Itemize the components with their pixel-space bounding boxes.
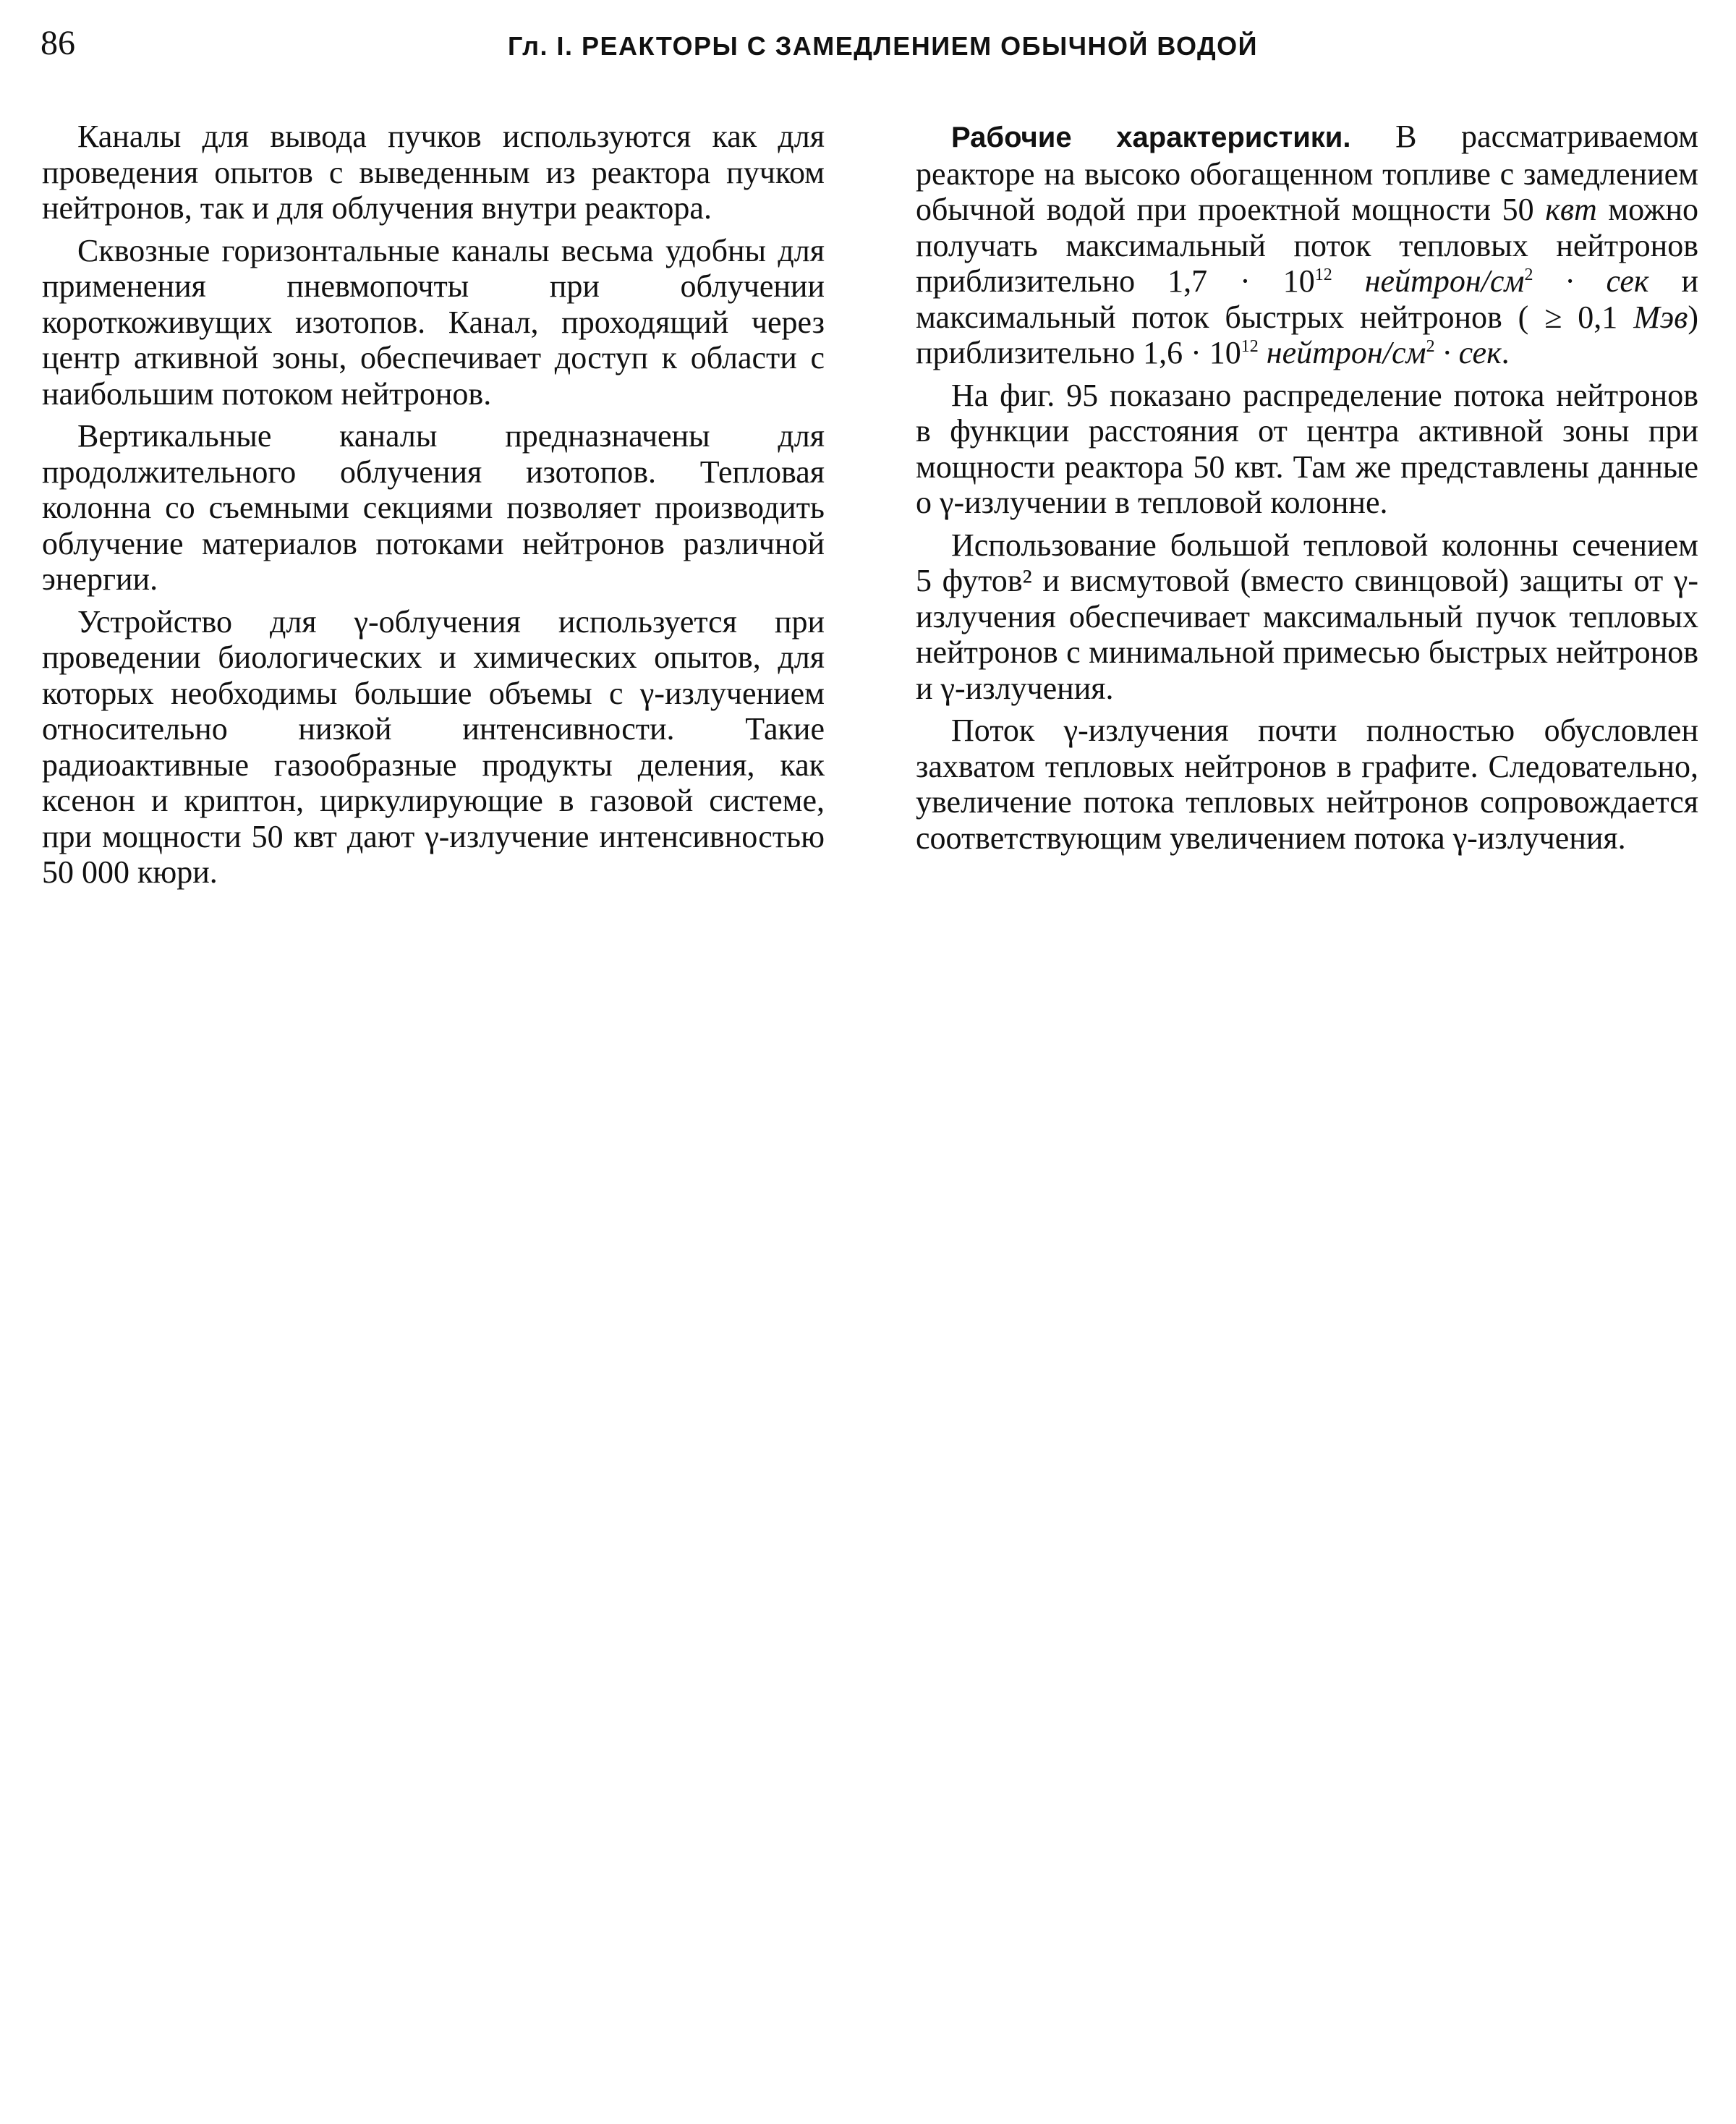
characteristics-text-1: В рассматриваемом реакторе на высоко обогащенном топливе с замедлением обычной водой при проектной мощности 50	[916, 119, 1698, 227]
page-number: 86	[41, 24, 75, 62]
characteristics-text-5: .	[1501, 335, 1510, 370]
unit-neutron-per-cm2-b: нейтрон/см	[1258, 335, 1426, 370]
exponent-12-a: 12	[1314, 266, 1332, 284]
left-paragraph-gamma-irradiation: Устройство для γ-облучения используется при проведении биологических и химических опытов, для которых необходимы большие объемы с γ-излучением относительно низкой интенсивности. Такие радиоактивные газообразные продукты деления, как ксенон и криптон, циркулирующие в газовой системе, при мощности 50 квт дают γ-излучение интенсивностью 50 000 кюри.	[42, 603, 825, 890]
unit-mev: Мэв	[1633, 299, 1688, 335]
characteristics-text-4: ) приблизительно 1,6 · 10	[916, 299, 1698, 370]
exponent-2-b: 2	[1426, 337, 1435, 356]
page-header	[41, 20, 1704, 72]
unit-kvt: квт	[1545, 192, 1597, 227]
exponent-2-a: 2	[1524, 266, 1533, 284]
exponent-12-b: 12	[1241, 337, 1259, 356]
left-paragraph-horizontal-channels: Сквозные горизонтальные каналы весьма удобны для применения пневмопочты при облучении короткоживущих изотопов. Канал, проходящий через центр аткивной зоны, обеспечивает доступ к области с наибольшим потоком нейтронов.	[42, 232, 825, 412]
unit-neutron-per-cm2-a: нейтрон/см	[1332, 263, 1525, 299]
running-title: Гл. I. РЕАКТОРЫ С ЗАМЕДЛЕНИЕМ ОБЫЧНОЙ ВОДОЙ	[508, 31, 1259, 61]
section-lead: Рабочие характеристики.	[951, 122, 1351, 153]
left-text-column	[42, 119, 825, 897]
right-paragraph-distribution: На фиг. 95 показано распределение потока нейтронов в функции расстояния от центра активной зоны при мощности реактора 50 квт. Там же представлены данные о γ-излучении в тепловой колонне.	[916, 377, 1698, 520]
right-paragraph-operating-characteristics	[916, 119, 1698, 371]
left-paragraph-vertical-channels: Вертикальные каналы предназначены для продолжительного облучения изотопов. Тепловая колонна со съемными секциями позволяет производить облучение материалов потоками нейтронов различной энергии.	[42, 418, 825, 597]
right-text-column	[916, 119, 1698, 862]
characteristics-text-3: и максимальный поток быстрых нейтронов ( ≥ 0,1	[916, 263, 1699, 335]
right-paragraph-gamma-flux: Поток γ-излучения почти полностью обусловлен захватом тепловых нейтронов в графите. Следовательно, увеличение потока тепловых нейтронов сопровождается соответствующим увеличением потока γ-излучения.	[916, 713, 1698, 856]
unit-second-a: · сек	[1533, 263, 1649, 299]
right-paragraph-thermal-column: Использование большой тепловой колонны сечением 5 футов² и висмутовой (вместо свинцовой) защиты от γ-излучения обеспечивает максимальный пучок тепловых нейтронов с минимальной примесью быстрых нейтронов и γ-излучения.	[916, 527, 1698, 706]
unit-second-b: · сек	[1434, 335, 1502, 370]
characteristics-text-2: можно получать максимальный поток тепловых нейтронов приблизительно 1,7 · 10	[916, 192, 1699, 299]
left-paragraph-beam-channels: Каналы для вывода пучков используются как для проведения опытов с выведенным из реактора пучком нейтронов, так и для облучения внутри реактора.	[42, 119, 825, 226]
